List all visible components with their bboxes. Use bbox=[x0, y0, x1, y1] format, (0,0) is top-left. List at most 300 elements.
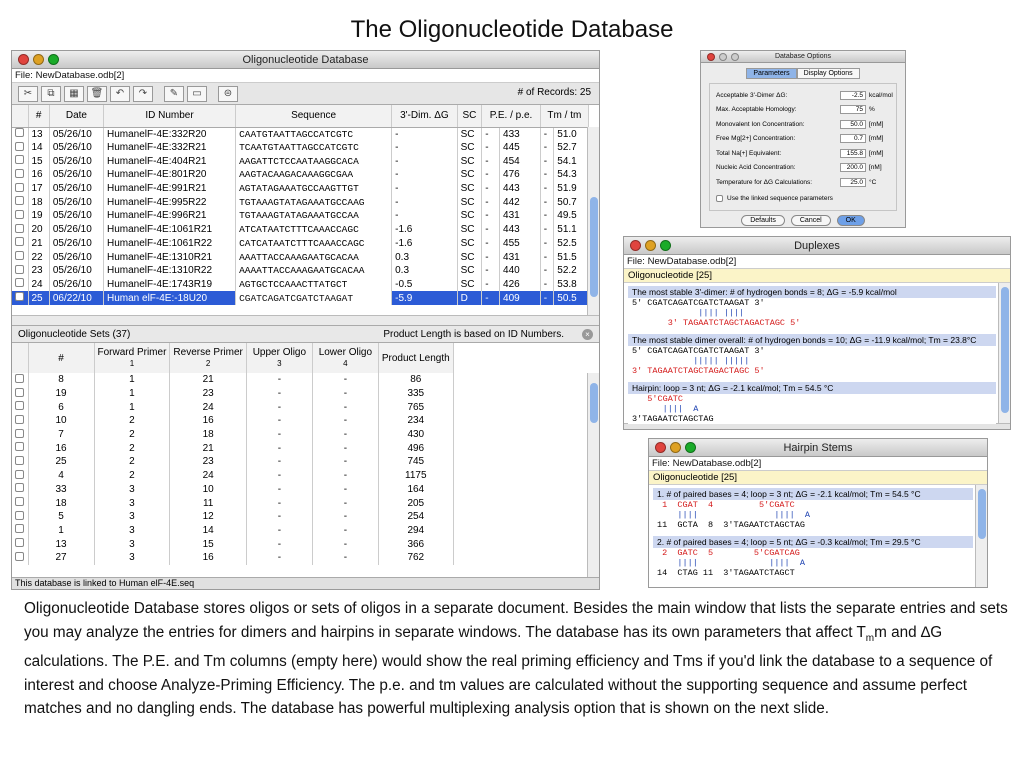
cell: 21 bbox=[28, 237, 49, 251]
cell: - bbox=[540, 250, 554, 264]
cell: 17 bbox=[28, 182, 49, 196]
cell: - bbox=[482, 223, 500, 237]
cell: 25 bbox=[28, 291, 49, 305]
cell: AAGATTCTCCAATAAGGCACA bbox=[236, 154, 392, 168]
table-row[interactable] bbox=[12, 209, 589, 223]
row-checkbox[interactable] bbox=[15, 155, 24, 164]
cell: 51.5 bbox=[554, 250, 589, 264]
cell: 443 bbox=[500, 182, 541, 196]
scissors-icon[interactable]: ✂ bbox=[18, 86, 38, 102]
cell: 15 bbox=[28, 154, 49, 168]
cell: - bbox=[482, 291, 500, 305]
cell: 51.9 bbox=[554, 182, 589, 196]
hairpin-panel-2: 2. # of paired bases = 4; loop = 5 nt; ΔG = -0.3 kcal/mol; Tm = 29.5 °C 2 GATC 5 5'CGATCAG |||| |||| A 14 CTAG 11 3'TAGAATCTAGCT bbox=[653, 536, 973, 578]
option-input[interactable]: -2.5 bbox=[840, 91, 866, 100]
cell: - bbox=[246, 496, 312, 510]
cell: CGATCAGATCGATCTAAGAT bbox=[236, 291, 392, 305]
cell: - bbox=[540, 127, 554, 141]
oligo-table bbox=[12, 105, 589, 305]
close-icon[interactable] bbox=[18, 54, 29, 65]
cell: SC bbox=[457, 127, 482, 141]
tab-display-options[interactable]: Display Options bbox=[797, 68, 860, 79]
row-checkbox[interactable] bbox=[15, 388, 24, 397]
cell: 16 bbox=[28, 441, 94, 455]
option-input[interactable]: 50.0 bbox=[840, 120, 866, 129]
cell: - bbox=[312, 537, 378, 551]
set-row[interactable] bbox=[12, 469, 453, 483]
cell: - bbox=[312, 455, 378, 469]
row-checkbox[interactable] bbox=[15, 224, 24, 233]
row-checkbox[interactable] bbox=[15, 415, 24, 424]
sets-scrollbar[interactable] bbox=[587, 373, 599, 583]
row-checkbox[interactable] bbox=[15, 483, 24, 492]
close-circle-icon[interactable]: × bbox=[582, 329, 593, 340]
sets-col-lower[interactable]: Lower Oligo 4 bbox=[312, 343, 378, 373]
cell: AGTGCTCCAAACTTATGCT bbox=[236, 278, 392, 292]
table-row[interactable] bbox=[12, 141, 589, 155]
table-row[interactable] bbox=[12, 182, 589, 196]
cell: - bbox=[482, 209, 500, 223]
cell: 05/26/10 bbox=[49, 264, 103, 278]
cell: HumanelF-4E:1061R22 bbox=[104, 237, 236, 251]
hairpin-1-bottom: 11 GCTA 8 3'TAGAATCTAGCTAG bbox=[657, 520, 805, 530]
hairpin-scrollbar[interactable] bbox=[975, 485, 987, 588]
col-num[interactable]: # bbox=[28, 105, 49, 127]
cell: 234 bbox=[378, 414, 453, 428]
cell: 13 bbox=[28, 537, 94, 551]
cell: TCAATGTAATTAGCCATCGTC bbox=[236, 141, 392, 155]
duplexes-scrollbar[interactable] bbox=[998, 283, 1010, 423]
cell: 3 bbox=[94, 551, 170, 565]
cell: 745 bbox=[378, 455, 453, 469]
col-tm[interactable]: Tm / tm bbox=[540, 105, 588, 127]
options-window bbox=[700, 50, 906, 228]
col-dimer[interactable]: 3'-Dim. ΔG bbox=[392, 105, 458, 127]
cell: 443 bbox=[500, 223, 541, 237]
set-row[interactable] bbox=[12, 441, 453, 455]
option-unit: % bbox=[869, 106, 875, 114]
cell: 14 bbox=[170, 524, 246, 538]
sets-label: Oligonucleotide Sets (37) bbox=[18, 328, 131, 340]
record-count: # of Records: 25 bbox=[517, 87, 591, 98]
cell: - bbox=[246, 373, 312, 387]
table-row[interactable] bbox=[12, 154, 589, 168]
cell: 54.3 bbox=[554, 168, 589, 182]
option-unit: [mM] bbox=[869, 120, 884, 128]
cell: - bbox=[540, 237, 554, 251]
duplexes-hscroll[interactable] bbox=[624, 423, 1010, 430]
hairpin-2-top: 2 GATC 5 5'CGATCAG bbox=[657, 548, 800, 558]
row-checkbox[interactable] bbox=[15, 128, 24, 137]
cell: 23 bbox=[170, 455, 246, 469]
cell: TGTAAAGTATAGAAATGCCAA bbox=[236, 209, 392, 223]
linked-params-label: Use the linked sequence parameters bbox=[727, 195, 833, 203]
cell: 3 bbox=[94, 483, 170, 497]
cell: 0.3 bbox=[392, 250, 458, 264]
cell: 5 bbox=[28, 510, 94, 524]
row-checkbox[interactable] bbox=[15, 292, 24, 301]
cancel-button[interactable]: Cancel bbox=[791, 215, 831, 226]
cell: 52.7 bbox=[554, 141, 589, 155]
option-unit: [mM] bbox=[869, 149, 884, 157]
cell: 05/26/10 bbox=[49, 182, 103, 196]
cell: 19 bbox=[28, 209, 49, 223]
row-checkbox[interactable] bbox=[15, 237, 24, 246]
row-checkbox[interactable] bbox=[15, 552, 24, 561]
cell: SC bbox=[457, 209, 482, 223]
cell: 23 bbox=[28, 264, 49, 278]
set-row[interactable] bbox=[12, 455, 453, 469]
trash-icon[interactable]: 🗑 bbox=[87, 86, 107, 102]
row-checkbox[interactable] bbox=[15, 511, 24, 520]
cell: - bbox=[482, 141, 500, 155]
col-date[interactable]: Date bbox=[49, 105, 103, 127]
row-checkbox[interactable] bbox=[15, 142, 24, 151]
main-toolbar bbox=[12, 83, 599, 105]
cell: SC bbox=[457, 250, 482, 264]
duplex-2-top: 5' CGATCAGATCGATCTAAGAT 3' bbox=[632, 346, 765, 356]
option-label: Max. Acceptable Homology: bbox=[716, 106, 797, 114]
cell: - bbox=[392, 154, 458, 168]
table-row[interactable] bbox=[12, 168, 589, 182]
cell: 05/26/10 bbox=[49, 127, 103, 141]
set-row[interactable] bbox=[12, 510, 453, 524]
main-titlebar bbox=[12, 51, 599, 69]
cell: HumanelF-4E:801R20 bbox=[104, 168, 236, 182]
table-row[interactable] bbox=[12, 223, 589, 237]
col-sc[interactable]: SC bbox=[457, 105, 482, 127]
cell: - bbox=[312, 414, 378, 428]
cell: - bbox=[392, 127, 458, 141]
sets-table bbox=[12, 343, 454, 565]
cell: 3 bbox=[94, 524, 170, 538]
table-row[interactable] bbox=[12, 250, 589, 264]
option-label: Acceptable 3'-Dimer ΔG: bbox=[716, 91, 788, 99]
set-row[interactable] bbox=[12, 483, 453, 497]
row-checkbox[interactable] bbox=[15, 196, 24, 205]
cell: CAATGTAATTAGCCATCGTC bbox=[236, 127, 392, 141]
set-row[interactable] bbox=[12, 428, 453, 442]
cell: SC bbox=[457, 237, 482, 251]
undo-icon[interactable]: ↶ bbox=[110, 86, 130, 102]
cell: 53.8 bbox=[554, 278, 589, 292]
cell: SC bbox=[457, 182, 482, 196]
col-pe[interactable]: P.E. / p.e. bbox=[482, 105, 540, 127]
cell: HumanelF-4E:404R21 bbox=[104, 154, 236, 168]
options-titlebar bbox=[701, 51, 905, 63]
hairpin-2-header: 2. # of paired bases = 4; loop = 5 nt; ΔG = -0.3 kcal/mol; Tm = 29.5 °C bbox=[653, 536, 973, 548]
col-id[interactable]: ID Number bbox=[104, 105, 236, 127]
set-row[interactable] bbox=[12, 496, 453, 510]
option-label: Nucleic Acid Concentration: bbox=[716, 164, 796, 172]
row-checkbox[interactable] bbox=[15, 183, 24, 192]
main-window bbox=[11, 50, 600, 590]
cell: - bbox=[392, 195, 458, 209]
table-row[interactable] bbox=[12, 127, 589, 141]
close-icon[interactable] bbox=[630, 240, 641, 251]
row-checkbox[interactable] bbox=[15, 401, 24, 410]
row-checkbox[interactable] bbox=[15, 251, 24, 260]
cell: D bbox=[457, 291, 482, 305]
edit-icon[interactable]: ✎ bbox=[164, 86, 184, 102]
option-row bbox=[716, 103, 890, 118]
option-unit: kcal/mol bbox=[869, 91, 893, 99]
cell: 7 bbox=[28, 428, 94, 442]
cell: 33 bbox=[28, 483, 94, 497]
cell: - bbox=[540, 154, 554, 168]
duplex-3-top: 5'CGATC bbox=[632, 394, 684, 404]
sets-col-num[interactable]: # bbox=[28, 343, 94, 373]
cell: 426 bbox=[500, 278, 541, 292]
cell: - bbox=[246, 441, 312, 455]
zoom-icon bbox=[731, 53, 739, 61]
cell: 20 bbox=[28, 223, 49, 237]
cell: 409 bbox=[500, 291, 541, 305]
cell: AGTATAGAAATGCCAAGTTGT bbox=[236, 182, 392, 196]
cell: - bbox=[540, 195, 554, 209]
cell: - bbox=[246, 551, 312, 565]
cell: 05/26/10 bbox=[49, 195, 103, 209]
cell: 2 bbox=[94, 428, 170, 442]
cell: - bbox=[482, 250, 500, 264]
set-row[interactable] bbox=[12, 373, 453, 387]
duplexes-titlebar bbox=[624, 237, 1010, 255]
col-sequence[interactable]: Sequence bbox=[236, 105, 392, 127]
cell: 05/26/10 bbox=[49, 250, 103, 264]
duplex-1-top: 5' CGATCAGATCGATCTAAGAT 3' bbox=[632, 298, 765, 308]
minimize-icon[interactable] bbox=[670, 442, 681, 453]
row-checkbox[interactable] bbox=[15, 265, 24, 274]
option-row bbox=[716, 175, 890, 190]
close-icon[interactable] bbox=[707, 53, 715, 61]
cell: 25 bbox=[28, 455, 94, 469]
cell: - bbox=[246, 469, 312, 483]
cell: - bbox=[540, 264, 554, 278]
cell: 455 bbox=[500, 237, 541, 251]
paste-icon[interactable]: ▦ bbox=[64, 86, 84, 102]
table-row[interactable] bbox=[12, 278, 589, 292]
option-input[interactable]: 25.0 bbox=[840, 178, 866, 187]
cell: 366 bbox=[378, 537, 453, 551]
row-checkbox[interactable] bbox=[15, 278, 24, 287]
cell: HumanelF-4E:995R22 bbox=[104, 195, 236, 209]
row-checkbox[interactable] bbox=[15, 456, 24, 465]
hairpin-file-label: File: NewDatabase.odb[2] bbox=[649, 457, 987, 471]
cell: 12 bbox=[170, 510, 246, 524]
cell: 50.5 bbox=[554, 291, 589, 305]
set-row[interactable] bbox=[12, 414, 453, 428]
cell: - bbox=[540, 182, 554, 196]
minimize-icon[interactable] bbox=[645, 240, 656, 251]
slide-title: The Oligonucleotide Database bbox=[350, 16, 674, 43]
sets-col-upper[interactable]: Upper Oligo 3 bbox=[246, 343, 312, 373]
sets-bar bbox=[12, 325, 599, 343]
cell: 3 bbox=[94, 496, 170, 510]
option-input[interactable]: 200.0 bbox=[840, 163, 866, 172]
cell: -5.9 bbox=[392, 291, 458, 305]
sets-col-rev[interactable]: Reverse Primer 2 bbox=[170, 343, 246, 373]
cell: 05/26/10 bbox=[49, 154, 103, 168]
option-row bbox=[716, 88, 893, 103]
cell: 294 bbox=[378, 524, 453, 538]
cell: 445 bbox=[500, 141, 541, 155]
row-checkbox[interactable] bbox=[15, 429, 24, 438]
cell: - bbox=[482, 237, 500, 251]
table-row[interactable] bbox=[12, 291, 589, 305]
cell: 54.1 bbox=[554, 154, 589, 168]
zoom-icon[interactable] bbox=[685, 442, 696, 453]
cell: 05/26/10 bbox=[49, 278, 103, 292]
option-row bbox=[716, 132, 890, 147]
cell: 14 bbox=[28, 141, 49, 155]
redo-icon[interactable]: ↷ bbox=[133, 86, 153, 102]
cell: AAAATTACCAAAGAATGCACAA bbox=[236, 264, 392, 278]
cell: 164 bbox=[378, 483, 453, 497]
table-row[interactable] bbox=[12, 237, 589, 251]
cell: 21 bbox=[170, 373, 246, 387]
row-checkbox[interactable] bbox=[15, 538, 24, 547]
cell: 51.0 bbox=[554, 127, 589, 141]
cell: 3 bbox=[94, 510, 170, 524]
cell: - bbox=[246, 510, 312, 524]
duplexes-title: Duplexes bbox=[794, 240, 840, 252]
option-row bbox=[716, 161, 890, 176]
cell: SC bbox=[457, 278, 482, 292]
cell: 765 bbox=[378, 400, 453, 414]
main-file-label: File: NewDatabase.odb[2] bbox=[12, 69, 599, 83]
cell: HumanelF-4E:996R21 bbox=[104, 209, 236, 223]
cell: - bbox=[482, 278, 500, 292]
table-row[interactable] bbox=[12, 195, 589, 209]
cell: 6 bbox=[28, 400, 94, 414]
cell: - bbox=[540, 291, 554, 305]
option-input[interactable]: 0.7 bbox=[840, 134, 866, 143]
cell: 24 bbox=[170, 469, 246, 483]
duplex-2-header: The most stable dimer overall: # of hydrogen bonds = 10; ΔG = -11.9 kcal/mol; Tm = 23.8°C bbox=[628, 334, 996, 346]
cell: -0.5 bbox=[392, 278, 458, 292]
cell: - bbox=[312, 524, 378, 538]
cell: 22 bbox=[28, 250, 49, 264]
option-label: Temperature for ΔG Calculations: bbox=[716, 178, 813, 186]
hairpin-1-top: 1 CGAT 4 5'CGATC bbox=[657, 500, 795, 510]
cell: - bbox=[312, 551, 378, 565]
row-checkbox[interactable] bbox=[15, 374, 24, 383]
cell: 762 bbox=[378, 551, 453, 565]
table-row[interactable] bbox=[12, 264, 589, 278]
cell: 13 bbox=[28, 127, 49, 141]
set-row[interactable] bbox=[12, 387, 453, 401]
cell: 2 bbox=[94, 414, 170, 428]
cell: 86 bbox=[378, 373, 453, 387]
cell: 2 bbox=[94, 469, 170, 483]
hairpin-1-header: 1. # of paired bases = 4; loop = 3 nt; ΔG = -2.1 kcal/mol; Tm = 54.5 °C bbox=[653, 488, 973, 500]
cell: 3 bbox=[94, 537, 170, 551]
cell: 440 bbox=[500, 264, 541, 278]
cell: 335 bbox=[378, 387, 453, 401]
row-checkbox[interactable] bbox=[15, 442, 24, 451]
oligo-scrollbar[interactable] bbox=[587, 127, 599, 315]
cell: AAATTACCAAAGAATGCACAA bbox=[236, 250, 392, 264]
option-input[interactable]: 75 bbox=[840, 105, 866, 114]
cell: HumanelF-4E:991R21 bbox=[104, 182, 236, 196]
zoom-icon[interactable] bbox=[48, 54, 59, 65]
window-icon[interactable]: ▭ bbox=[187, 86, 207, 102]
row-checkbox[interactable] bbox=[15, 210, 24, 219]
zoom-icon[interactable] bbox=[660, 240, 671, 251]
cell: 52.2 bbox=[554, 264, 589, 278]
cell: 1 bbox=[28, 524, 94, 538]
sets-col-fwd[interactable]: Forward Primer 1 bbox=[94, 343, 170, 373]
row-checkbox[interactable] bbox=[15, 470, 24, 479]
cell: Human elF-4E:-18U20 bbox=[104, 291, 236, 305]
set-row[interactable] bbox=[12, 524, 453, 538]
duplex-panel-1: The most stable 3'-dimer: # of hydrogen bonds = 8; ΔG = -5.9 kcal/mol 5' CGATCAGATCGATCTAAGAT 3' |||| |||| 3' TAGAATCTAGCTAGACTAGC 5' bbox=[628, 283, 996, 328]
minimize-icon[interactable] bbox=[33, 54, 44, 65]
cell: 05/26/10 bbox=[49, 237, 103, 251]
cell: 205 bbox=[378, 496, 453, 510]
cell: 0.3 bbox=[392, 264, 458, 278]
sets-col-length[interactable]: Product Length bbox=[378, 343, 453, 373]
cell: - bbox=[482, 127, 500, 141]
duplex-3-bottom: 3'TAGAATCTAGCTAG bbox=[632, 414, 714, 424]
cell: - bbox=[540, 209, 554, 223]
cell: 51.1 bbox=[554, 223, 589, 237]
cell: - bbox=[540, 223, 554, 237]
set-row[interactable] bbox=[12, 537, 453, 551]
cell: - bbox=[482, 264, 500, 278]
cell: SC bbox=[457, 168, 482, 182]
tab-parameters[interactable]: Parameters bbox=[746, 68, 796, 79]
duplexes-file-label: File: NewDatabase.odb[2] bbox=[624, 255, 1010, 269]
cell: 454 bbox=[500, 154, 541, 168]
cell: 50.7 bbox=[554, 195, 589, 209]
row-checkbox[interactable] bbox=[15, 497, 24, 506]
cell: 05/26/10 bbox=[49, 168, 103, 182]
cell: 24 bbox=[170, 400, 246, 414]
cell: - bbox=[246, 537, 312, 551]
main-title: Oligonucleotide Database bbox=[242, 54, 369, 66]
ok-button[interactable]: OK bbox=[837, 215, 865, 226]
options-title: Database Options bbox=[774, 53, 832, 60]
row-checkbox[interactable] bbox=[15, 524, 24, 533]
option-label: Total Na[+] Equivalent: bbox=[716, 149, 782, 157]
cell: - bbox=[246, 483, 312, 497]
close-icon[interactable] bbox=[655, 442, 666, 453]
database-icon[interactable]: ⊜ bbox=[218, 86, 238, 102]
cell: - bbox=[312, 428, 378, 442]
cell: 05/26/10 bbox=[49, 223, 103, 237]
cell: SC bbox=[457, 141, 482, 155]
cell: - bbox=[246, 428, 312, 442]
set-row[interactable] bbox=[12, 551, 453, 565]
linked-params-checkbox[interactable] bbox=[716, 195, 723, 202]
cell: - bbox=[540, 278, 554, 292]
cell: AAGTACAAGACAAAGGCGAA bbox=[236, 168, 392, 182]
cell: 05/26/10 bbox=[49, 209, 103, 223]
cell: SC bbox=[457, 223, 482, 237]
copy-icon[interactable]: ⧉ bbox=[41, 86, 61, 102]
cell: 18 bbox=[28, 195, 49, 209]
option-input[interactable]: 155.8 bbox=[840, 149, 866, 158]
row-checkbox[interactable] bbox=[15, 169, 24, 178]
cell: 24 bbox=[28, 278, 49, 292]
product-note: Product Length is based on ID Numbers. bbox=[383, 328, 564, 340]
defaults-button[interactable]: Defaults bbox=[741, 215, 785, 226]
option-row bbox=[716, 117, 890, 132]
cell: 431 bbox=[500, 250, 541, 264]
set-row[interactable] bbox=[12, 400, 453, 414]
cell: - bbox=[482, 168, 500, 182]
